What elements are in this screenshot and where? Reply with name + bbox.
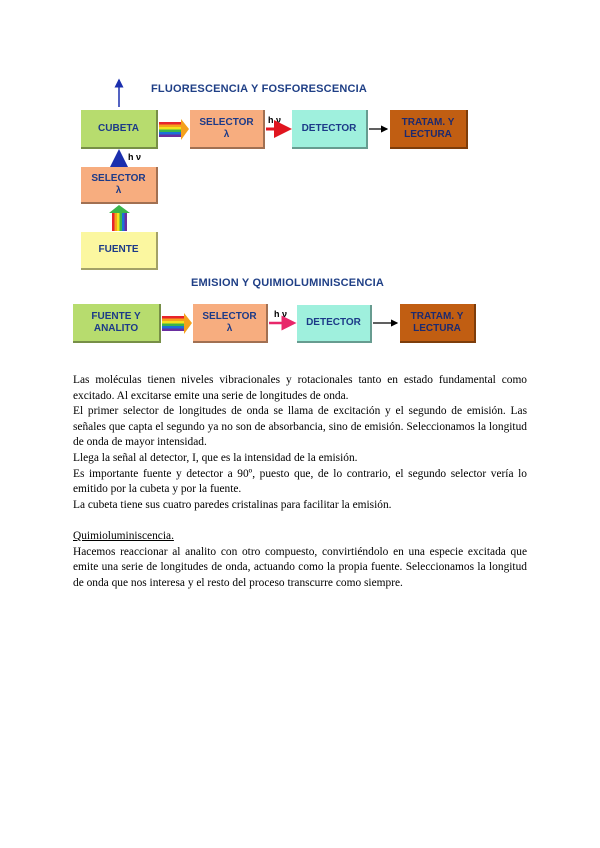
rainbow-arrow-vertical [109, 205, 130, 231]
cubeta-box: CUBETA [81, 110, 158, 149]
section-heading: Quimioluminiscencia. [73, 529, 174, 542]
paragraph-5: La cubeta tiene sus cuatro paredes cristalinas para facilitar la emisión. [73, 498, 392, 511]
tratam-lectura-box: TRATAM. Y LECTURA [390, 110, 468, 149]
paragraph-3: Llega la señal al detector, I, que es la intensidad de la emisión. [73, 451, 358, 464]
selector-emission-box: SELECTOR λ [190, 110, 265, 149]
hv-label-vertical: h ν [128, 152, 142, 162]
selector-box: SELECTOR λ [193, 304, 268, 343]
detector-box-2: DETECTOR [297, 305, 372, 343]
fuente-box: FUENTE [81, 232, 158, 270]
hv-label-horizontal: h ν [268, 115, 282, 125]
fuente-analito-box: FUENTE Y ANALITO [73, 304, 161, 343]
diagram1-title: FLUORESCENCIA Y FOSFORESCENCIA [151, 83, 368, 95]
tratam-lectura-box-2: TRATAM. Y LECTURA [400, 304, 476, 343]
paragraph-1: Las moléculas tienen niveles vibracionales y rotacionales tanto en estado fundamental como excitado. Al excitarse emite una serie de longitudes de onda. [73, 374, 527, 402]
rainbow-arrow-1 [159, 119, 189, 140]
body-text-block [73, 373, 527, 591]
detector-box: DETECTOR [292, 110, 368, 149]
diagram2-title: EMISION Y QUIMIOLUMINISCENCIA [191, 277, 385, 289]
hv-label-2: h ν [274, 309, 288, 319]
paragraph-6: Hacemos reaccionar al analito con otro compuesto, convirtiéndolo en una especie excitada que emite una serie de longitudes de onda, actuando como la propia fuente. Seleccionamos la longitud de onda que nos interesa y el resto del proceso transcurre como siempre. [73, 545, 527, 589]
rainbow-arrow-2 [162, 313, 192, 334]
paragraph-4: Es importante fuente y detector a 90º, puesto que, de lo contrario, el segundo selector vería lo emitido por la cubeta y por la fuente. [73, 467, 527, 496]
selector-excitation-box: SELECTOR λ [81, 167, 158, 204]
paragraph-2: El primer selector de longitudes de onda se llama de excitación y el segundo de emisión. Las señales que capta el segundo ya no son de absorbancia, sino de emisión. Seleccionamos la longitud de onda de mayor intensidad. [73, 405, 527, 449]
